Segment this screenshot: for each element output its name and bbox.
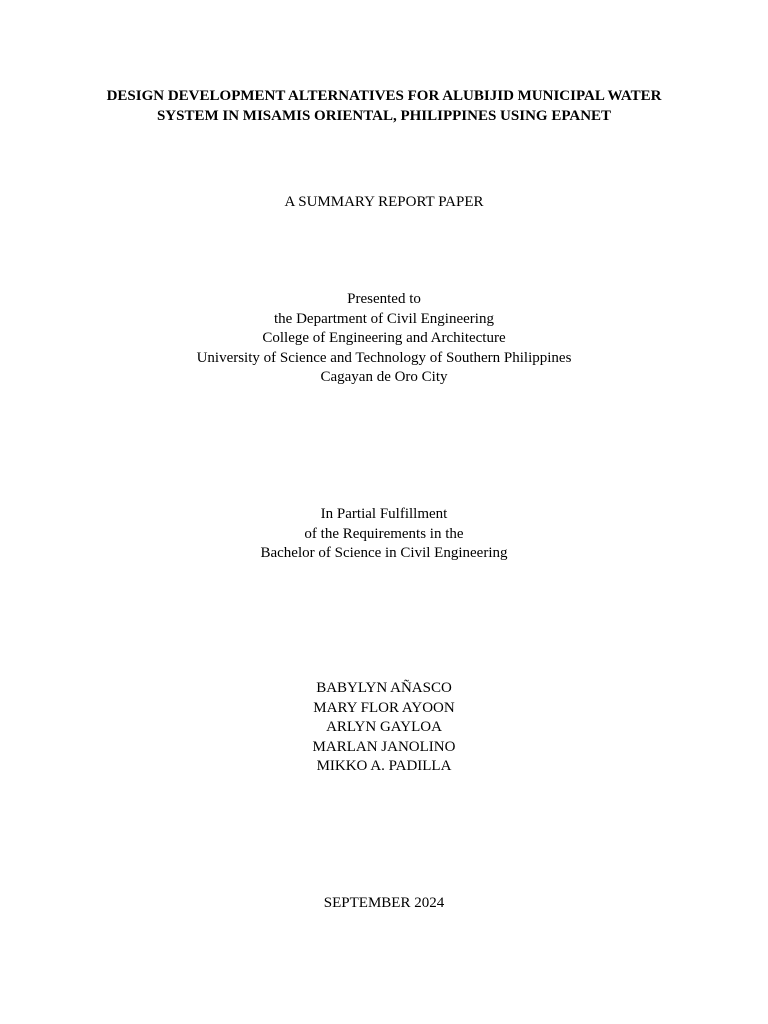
paper-title [0, 87, 768, 126]
paper-title-line-2: SYSTEM IN MISAMIS ORIENTAL, PHILIPPINES USING EPANET [156, 107, 612, 124]
city-line: Cagayan de Oro City [320, 369, 448, 386]
fulfillment-line-2: of the Requirements in the [304, 525, 464, 542]
paper-title-line-1: DESIGN DEVELOPMENT ALTERNATIVES FOR ALUBIJID MUNICIPAL WATER [106, 88, 662, 104]
authors-list [0, 679, 768, 777]
submission-date: SEPTEMBER 2024 [323, 895, 445, 911]
report-type: A SUMMARY REPORT PAPER [284, 194, 484, 210]
degree-line: Bachelor of Science in Civil Engineering [260, 545, 508, 562]
department-line: the Department of Civil Engineering [274, 310, 494, 327]
college-line: College of Engineering and Architecture [262, 330, 506, 347]
author-name: BABYLYN AÑASCO [316, 680, 452, 696]
fulfillment-line-1: In Partial Fulfillment [320, 506, 448, 522]
presented-to-block [0, 290, 768, 388]
author-name: MARLAN JANOLINO [312, 738, 456, 755]
author-name: ARLYN GAYLOA [326, 719, 442, 736]
presented-to-line: Presented to [347, 291, 421, 307]
author-name: MARY FLOR AYOON [313, 699, 455, 716]
fulfillment-block [0, 505, 768, 564]
author-name: MIKKO A. PADILLA [316, 758, 452, 775]
university-line: University of Science and Technology of Southern Philippines [196, 349, 572, 366]
